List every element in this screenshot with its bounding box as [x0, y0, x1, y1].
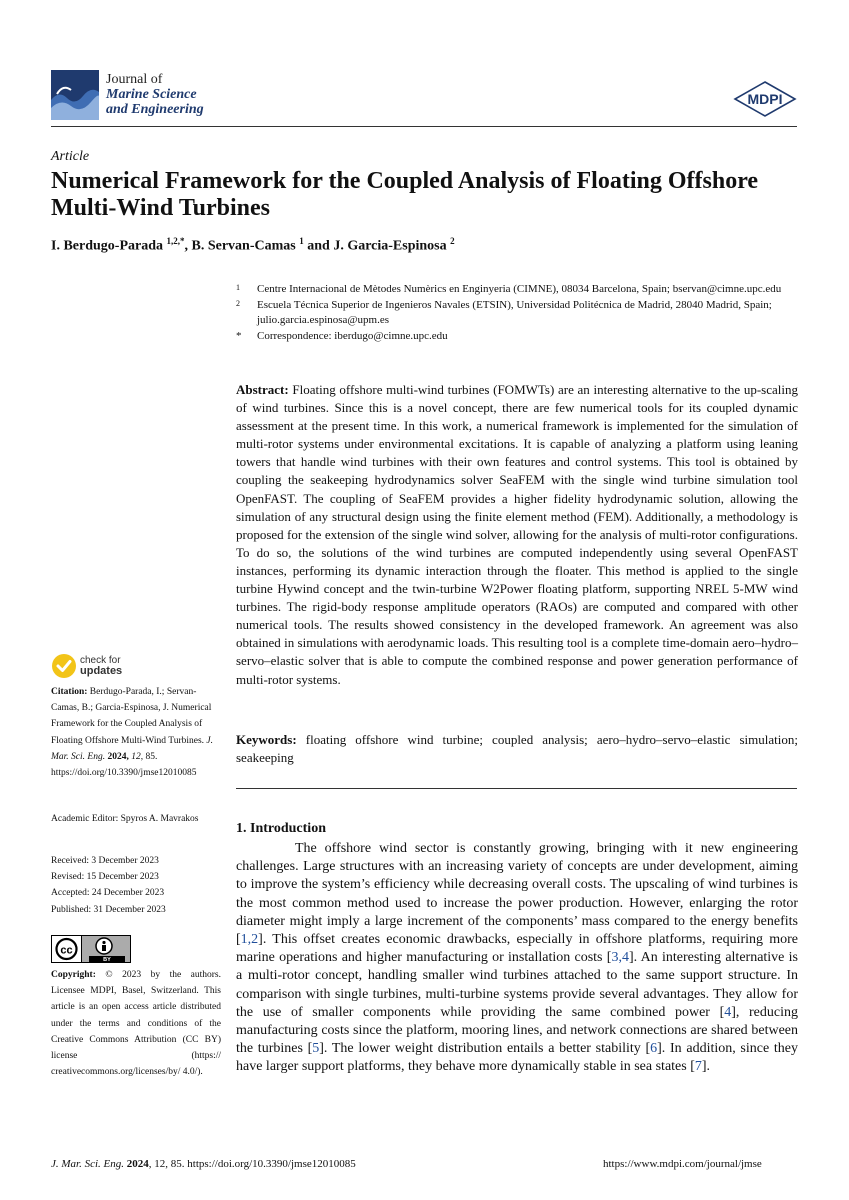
footer-doi[interactable]: , 12, 85. https://doi.org/10.3390/jmse12010085 [148, 1158, 356, 1170]
affiliation-mark: 1 [236, 283, 240, 292]
article-title: Numerical Framework for the Coupled Analysis of Floating Offshore Multi-Wind Turbines [51, 168, 759, 221]
cc-by-license-icon[interactable] [51, 935, 131, 963]
author-name: B. Servan-Camas [191, 238, 300, 254]
intro-text: ]. This offset creates economic drawbacks, especially in offshore platforms, requiring more marine operations and higher manufacturing or installation costs [ [236, 932, 798, 966]
journal-name-line1: Journal of [106, 72, 163, 87]
author-separator: and [303, 238, 334, 254]
copyright [51, 967, 221, 1080]
journal-name-line3: and Engineering [106, 102, 204, 117]
author-name: I. Berdugo-Parada [51, 238, 167, 254]
correspondence [236, 329, 796, 345]
author-separator: , [184, 238, 192, 254]
cc-by-text: BY [103, 957, 111, 963]
copyright-label: Copyright: [51, 970, 96, 980]
date-revised: Revised: 15 December 2023 [51, 872, 159, 883]
author-affiliation-mark: 1 [299, 236, 304, 246]
affiliations [236, 282, 796, 344]
author-name: J. Garcia-Espinosa [333, 238, 451, 254]
citation-link[interactable]: 5 [312, 1041, 320, 1057]
check-line2: updates [80, 665, 123, 677]
affiliation-text: Escuela Técnica Superior de Ingenieros Navales (ETSIN), Universidad Politécnica de Madrid, 28040 Madrid, Spain; julio.garcia.espinosa@upm.es [257, 298, 772, 326]
dates [51, 853, 221, 918]
abstract-text: Floating offshore multi-wind turbines (FOMWTs) are an interesting alternative to the up-scaling of wind turbines. Since this is a novel concept, there are few numerical tools for its coupled dynamic assessment at the present time. In this work, a numerical framework is implemented for the simulation of multi-rotor systems under environmental excitations. It is capable of analyzing a platform using leaning towers that handle wind turbines with their own features and control systems. This tool is obtained by coupling the seakeeping hydrodynamics solver SeaFEM with the single wind turbine simulation tool OpenFAST. The coupling of SeaFEM provides a higher fidelity hydrodynamic solution, allowing the simulation of any structural design using the finite element method (FEM). Additionally, a methodology is proposed for the extension of the single wind solver, allowing for the analysis of multi-rotor configurations. To do so, the solutions of the wind turbines are computed independently using several OpenFAST instances, performing its dynamic interaction through the floater. This method is applied to the single turbine Hywind concept and the twin-turbine W2Power floating platform, supporting NREL 5-MW wind turbines. The rigid-body response amplitude operators (RAOs) are computed and compared with other numerical tools. The results showed consistency in the developed framework. An agreement was also obtained in simulations with aerodynamic loads. This resulting tool is a complete time-domain aero–hydro–servo–elastic solver that is able to compute the combined response and power generation performance of multi-rotor systems. [236, 382, 798, 687]
intro-text: ]. An interesting alternative is a multi-rotor concept, handling smaller wind turbines attached to the same support structure. In comparison with single turbines, multi-turbine systems provide several advantages. They allow for the use of smaller components while providing the same combined power [ [236, 950, 798, 1020]
citation-doi[interactable]: , 85. https://doi.org/10.3390/jmse12010085 [51, 751, 197, 779]
header-divider [51, 126, 797, 127]
intro-text: ], reducing manufacturing costs since the platform, mooring lines, and network connections are shared between the turbines [ [236, 1004, 798, 1057]
citation-authors: Berdugo-Parada, I.; Servan-Camas, B.; Garcia-Espinosa, J. Numerical Framework for the Coupled Analysis of Floating Offshore Multi-Wind Turbines. [51, 687, 212, 746]
intro-text: ]. [701, 1059, 711, 1075]
affiliation-text: Centre Internacional de Mètodes Numèrics en Enginyeria (CIMNE), 08034 Barcelona, Spain; bservan@cimne.upc.edu [257, 283, 782, 295]
affiliation-mark: 2 [236, 298, 240, 308]
citation-label: Citation: [51, 687, 88, 697]
abstract [236, 381, 798, 689]
citation-link[interactable]: 7 [694, 1059, 702, 1075]
intro-text: ]. The lower weight distribution entails a better stability [ [319, 1041, 651, 1057]
date-accepted: Accepted: 24 December 2023 [51, 888, 165, 899]
date-published: Published: 31 December 2023 [51, 904, 166, 915]
citation [51, 684, 221, 781]
correspondence-text: Correspondence: iberdugo@cimne.upc.edu [257, 329, 448, 342]
citation-link[interactable]: 4 [724, 1004, 732, 1020]
academic-editor: Academic Editor: Spyros A. Mavrakos [51, 814, 199, 824]
footer-journal: J. Mar. Sci. Eng. [51, 1158, 125, 1170]
section-divider [236, 788, 797, 789]
section-heading: 1. Introduction [236, 821, 326, 836]
intro-text: ]. In addition, since they have larger support platforms, they behave more dynamically stable in sea states [ [236, 1041, 798, 1075]
intro-text: The offshore wind sector is constantly growing, bringing with it new engineering challenges. Large structures with an increasing variety of concepts are under development, aiming to improve the system’s efficiency while decreasing overall costs. The upscaling of wind turbines is the most common method used to increase the power production. However, enlarging the rotor diameter might imply a large increment of the components’ mass compared to the energy benefits [ [236, 841, 798, 948]
citation-journal: J. Mar. Sci. Eng. [51, 735, 213, 762]
citation-link[interactable]: 3,4 [611, 950, 629, 966]
keywords [236, 731, 798, 767]
author-affiliation-mark: 2 [450, 236, 455, 246]
wave-icon [51, 70, 99, 120]
journal-name [106, 72, 204, 117]
correspondence-mark: * [236, 329, 242, 342]
citation-link[interactable]: 1,2 [240, 932, 259, 948]
date-received: Received: 3 December 2023 [51, 856, 159, 866]
citation-volume: 12 [131, 751, 141, 762]
author-affiliation-mark: 1,2,* [166, 236, 185, 246]
abstract-label: Abstract: [236, 382, 289, 397]
copyright-text: © 2023 by the authors. Licensee MDPI, Basel, Switzerland. This article is an open access article distributed under the terms and conditions of the Creative Commons Attribution (CC BY) license (https:// creativecommons.org/licenses/by/ 4.0/). [51, 970, 222, 1078]
citation-year: 2024, [107, 751, 129, 762]
author-list [51, 236, 455, 255]
affiliation-2 [236, 298, 796, 329]
keywords-text: floating offshore wind turbine; coupled analysis; aero–hydro–servo–elastic simulation; seakeeping [236, 732, 798, 766]
article-type: Article [51, 149, 90, 164]
mdpi-logo [733, 81, 797, 117]
check-line1: check for [80, 655, 121, 666]
footer-year: 2024 [126, 1158, 149, 1170]
affiliation-1 [236, 282, 796, 298]
check-for-updates-button[interactable] [80, 655, 122, 677]
footer-journal-url[interactable]: https://www.mdpi.com/journal/jmse [603, 1158, 762, 1170]
keywords-label: Keywords: [236, 732, 297, 747]
citation-link[interactable]: 6 [650, 1041, 658, 1057]
svg-text:cc: cc [60, 944, 73, 957]
mdpi-logo-text: MDPI [747, 91, 783, 107]
journal-name-line2: Marine Science [106, 87, 197, 102]
footer-citation [51, 1158, 356, 1170]
introduction-paragraph [236, 840, 798, 1077]
check-for-updates-icon[interactable] [51, 653, 77, 679]
